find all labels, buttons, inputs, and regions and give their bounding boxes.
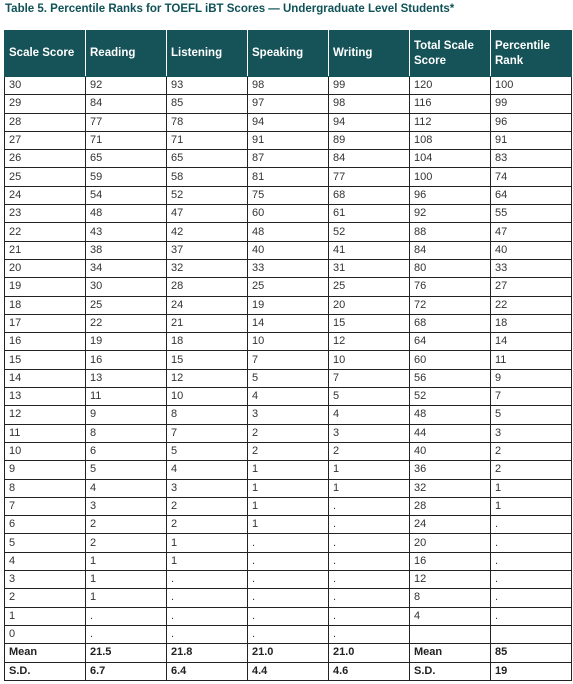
cell-reading: 8 [86,424,167,442]
cell-scale-score: 30 [5,77,86,95]
cell-percentile-rank: . [491,589,572,607]
cell-reading: 5 [86,461,167,479]
cell-total-scale-score: 20 [410,534,491,552]
cell-speaking: 5 [248,369,329,387]
cell-speaking: 3 [248,406,329,424]
cell-total-scale-score: 24 [410,516,491,534]
cell-total-scale-score: 16 [410,552,491,570]
cell-scale-score: 7 [5,497,86,515]
stat-cell-speaking: 21.0 [248,644,329,662]
cell-writing: 3 [329,424,410,442]
table-row [5,333,572,351]
cell-percentile-rank: 2 [491,442,572,460]
cell-writing: 25 [329,278,410,296]
cell-scale-score: 19 [5,278,86,296]
cell-scale-score: 24 [5,186,86,204]
cell-scale-score: 13 [5,388,86,406]
cell-speaking: 97 [248,95,329,113]
table-row [5,278,572,296]
cell-scale-score: 25 [5,168,86,186]
cell-percentile-rank: 18 [491,314,572,332]
cell-writing: 77 [329,168,410,186]
cell-listening: 78 [167,113,248,131]
cell-speaking: 2 [248,424,329,442]
cell-reading: 22 [86,314,167,332]
header-row [5,31,572,77]
table-row [5,552,572,570]
cell-listening: 71 [167,131,248,149]
cell-reading: 3 [86,497,167,515]
cell-writing: . [329,625,410,643]
cell-speaking: 60 [248,205,329,223]
cell-total-scale-score: 92 [410,205,491,223]
cell-reading: 71 [86,131,167,149]
stat-cell-percentile-rank: 19 [491,662,572,680]
cell-total-scale-score: 116 [410,95,491,113]
cell-percentile-rank: 47 [491,223,572,241]
cell-speaking: . [248,534,329,552]
cell-scale-score: 21 [5,241,86,259]
cell-scale-score: 3 [5,571,86,589]
cell-scale-score: 29 [5,95,86,113]
table-row [5,534,572,552]
cell-listening: 21 [167,314,248,332]
cell-percentile-rank: . [491,607,572,625]
header-scale-score: Scale Score [5,31,86,77]
cell-percentile-rank: 7 [491,388,572,406]
cell-writing: 52 [329,223,410,241]
cell-total-scale-score: 12 [410,571,491,589]
table-row [5,259,572,277]
cell-speaking: 10 [248,333,329,351]
table-row [5,497,572,515]
stat-cell-reading: 6.7 [86,662,167,680]
table-row [5,223,572,241]
cell-reading: 19 [86,333,167,351]
cell-writing: 7 [329,369,410,387]
cell-speaking: 91 [248,131,329,149]
cell-listening: 47 [167,205,248,223]
cell-percentile-rank: 33 [491,259,572,277]
cell-percentile-rank: 83 [491,150,572,168]
cell-total-scale-score: 8 [410,589,491,607]
cell-writing: 4 [329,406,410,424]
cell-listening: 1 [167,552,248,570]
cell-reading: 2 [86,516,167,534]
header-writing: Writing [329,31,410,77]
header-reading: Reading [86,31,167,77]
cell-speaking: 7 [248,351,329,369]
stat-cell-speaking: 4.4 [248,662,329,680]
cell-reading: . [86,625,167,643]
cell-total-scale-score [410,625,491,643]
cell-listening: 28 [167,278,248,296]
cell-reading: 9 [86,406,167,424]
table-row [5,131,572,149]
cell-percentile-rank: 11 [491,351,572,369]
cell-writing: 41 [329,241,410,259]
header-total-scale-score: Total Scale Score [410,31,491,77]
cell-total-scale-score: 68 [410,314,491,332]
cell-total-scale-score: 28 [410,497,491,515]
cell-percentile-rank: 27 [491,278,572,296]
sd-row [5,662,572,680]
cell-speaking: . [248,607,329,625]
table-row [5,607,572,625]
cell-percentile-rank: . [491,516,572,534]
cell-writing: 98 [329,95,410,113]
cell-writing: 94 [329,113,410,131]
cell-reading: 77 [86,113,167,131]
cell-writing: 31 [329,259,410,277]
cell-percentile-rank: 55 [491,205,572,223]
cell-writing: 1 [329,461,410,479]
cell-speaking: 87 [248,150,329,168]
cell-scale-score: 1 [5,607,86,625]
cell-total-scale-score: 76 [410,278,491,296]
cell-writing: 12 [329,333,410,351]
cell-speaking: 1 [248,497,329,515]
cell-speaking: . [248,571,329,589]
cell-scale-score: 6 [5,516,86,534]
cell-percentile-rank: . [491,571,572,589]
cell-percentile-rank: 64 [491,186,572,204]
cell-scale-score: 10 [5,442,86,460]
cell-listening: 10 [167,388,248,406]
cell-reading: 6 [86,442,167,460]
cell-reading: 38 [86,241,167,259]
table-row [5,296,572,314]
cell-total-scale-score: 32 [410,479,491,497]
cell-total-scale-score: 96 [410,186,491,204]
table-row [5,351,572,369]
cell-speaking: 98 [248,77,329,95]
cell-speaking: 1 [248,516,329,534]
cell-percentile-rank: . [491,534,572,552]
stat-cell-listening: 6.4 [167,662,248,680]
cell-listening: . [167,589,248,607]
cell-percentile-rank: 14 [491,333,572,351]
cell-speaking: 1 [248,461,329,479]
cell-speaking: 14 [248,314,329,332]
cell-scale-score: 22 [5,223,86,241]
cell-scale-score: 2 [5,589,86,607]
cell-speaking: 2 [248,442,329,460]
cell-writing: . [329,534,410,552]
cell-writing: . [329,607,410,625]
table-row [5,516,572,534]
cell-scale-score: 0 [5,625,86,643]
cell-reading: 25 [86,296,167,314]
cell-scale-score: 28 [5,113,86,131]
stat-cell-scale-score: Mean [5,644,86,662]
table-row [5,186,572,204]
cell-writing: . [329,571,410,589]
cell-writing: 89 [329,131,410,149]
cell-scale-score: 16 [5,333,86,351]
stat-cell-total-scale-score: S.D. [410,662,491,680]
cell-reading: 48 [86,205,167,223]
cell-writing: 1 [329,479,410,497]
mean-row [5,644,572,662]
cell-speaking: 81 [248,168,329,186]
cell-percentile-rank: 2 [491,461,572,479]
stat-cell-writing: 4.6 [329,662,410,680]
cell-percentile-rank: 1 [491,479,572,497]
header-percentile-rank: Percentile Rank [491,31,572,77]
cell-reading: 65 [86,150,167,168]
stat-cell-total-scale-score: Mean [410,644,491,662]
cell-writing: . [329,516,410,534]
cell-writing: 15 [329,314,410,332]
stat-cell-scale-score: S.D. [5,662,86,680]
cell-percentile-rank: 9 [491,369,572,387]
cell-listening: 2 [167,516,248,534]
cell-scale-score: 18 [5,296,86,314]
cell-scale-score: 4 [5,552,86,570]
cell-scale-score: 17 [5,314,86,332]
cell-reading: 43 [86,223,167,241]
cell-speaking: . [248,589,329,607]
cell-total-scale-score: 64 [410,333,491,351]
cell-writing: . [329,497,410,515]
cell-writing: 20 [329,296,410,314]
cell-scale-score: 15 [5,351,86,369]
table-row [5,150,572,168]
cell-total-scale-score: 52 [410,388,491,406]
cell-speaking: 4 [248,388,329,406]
cell-reading: 16 [86,351,167,369]
cell-reading: 92 [86,77,167,95]
cell-listening: . [167,571,248,589]
cell-reading: . [86,607,167,625]
cell-reading: 1 [86,571,167,589]
cell-listening: 7 [167,424,248,442]
table-row [5,424,572,442]
cell-scale-score: 5 [5,534,86,552]
cell-percentile-rank: 96 [491,113,572,131]
cell-listening: 58 [167,168,248,186]
cell-total-scale-score: 44 [410,424,491,442]
cell-listening: 18 [167,333,248,351]
cell-total-scale-score: 104 [410,150,491,168]
cell-reading: 34 [86,259,167,277]
cell-listening: 93 [167,77,248,95]
cell-percentile-rank: . [491,552,572,570]
cell-writing: 99 [329,77,410,95]
cell-scale-score: 9 [5,461,86,479]
cell-percentile-rank: 91 [491,131,572,149]
header-speaking: Speaking [248,31,329,77]
cell-scale-score: 12 [5,406,86,424]
cell-speaking: 33 [248,259,329,277]
cell-total-scale-score: 120 [410,77,491,95]
cell-listening: 1 [167,534,248,552]
cell-writing: . [329,552,410,570]
cell-percentile-rank: 22 [491,296,572,314]
stat-cell-percentile-rank: 85 [491,644,572,662]
cell-total-scale-score: 60 [410,351,491,369]
table-row [5,241,572,259]
table-row [5,406,572,424]
cell-listening: 15 [167,351,248,369]
header-listening: Listening [167,31,248,77]
cell-total-scale-score: 40 [410,442,491,460]
cell-speaking: 48 [248,223,329,241]
cell-percentile-rank: 40 [491,241,572,259]
cell-total-scale-score: 36 [410,461,491,479]
cell-reading: 2 [86,534,167,552]
table-title: Table 5. Percentile Ranks for TOEFL iBT Scores — Undergraduate Level Students* [5,3,455,15]
cell-percentile-rank: 99 [491,95,572,113]
cell-reading: 30 [86,278,167,296]
table-row [5,205,572,223]
table-row [5,571,572,589]
table-row [5,369,572,387]
cell-listening: 5 [167,442,248,460]
table-row [5,388,572,406]
cell-scale-score: 20 [5,259,86,277]
stat-cell-listening: 21.8 [167,644,248,662]
cell-percentile-rank: 5 [491,406,572,424]
cell-reading: 13 [86,369,167,387]
cell-total-scale-score: 112 [410,113,491,131]
cell-total-scale-score: 4 [410,607,491,625]
cell-total-scale-score: 72 [410,296,491,314]
cell-total-scale-score: 56 [410,369,491,387]
cell-writing: 5 [329,388,410,406]
cell-total-scale-score: 108 [410,131,491,149]
cell-scale-score: 11 [5,424,86,442]
cell-speaking: 40 [248,241,329,259]
cell-reading: 1 [86,589,167,607]
cell-reading: 84 [86,95,167,113]
cell-listening: 52 [167,186,248,204]
cell-total-scale-score: 100 [410,168,491,186]
cell-speaking: 19 [248,296,329,314]
percentile-table [4,30,572,681]
cell-reading: 54 [86,186,167,204]
cell-writing: 61 [329,205,410,223]
cell-speaking: . [248,552,329,570]
cell-percentile-rank: 74 [491,168,572,186]
cell-scale-score: 23 [5,205,86,223]
cell-scale-score: 27 [5,131,86,149]
cell-writing: 84 [329,150,410,168]
table-row [5,625,572,643]
cell-listening: 65 [167,150,248,168]
cell-speaking: 75 [248,186,329,204]
cell-listening: 24 [167,296,248,314]
cell-listening: 4 [167,461,248,479]
table-body [5,77,572,681]
cell-listening: 8 [167,406,248,424]
cell-writing: 2 [329,442,410,460]
table-row [5,77,572,95]
table-row [5,442,572,460]
cell-total-scale-score: 80 [410,259,491,277]
table-row [5,113,572,131]
cell-percentile-rank: 1 [491,497,572,515]
cell-writing: 10 [329,351,410,369]
cell-speaking: 25 [248,278,329,296]
table-row [5,95,572,113]
cell-total-scale-score: 88 [410,223,491,241]
table-row [5,314,572,332]
cell-listening: . [167,625,248,643]
cell-speaking: 1 [248,479,329,497]
cell-percentile-rank: 100 [491,77,572,95]
cell-speaking: 94 [248,113,329,131]
cell-total-scale-score: 48 [410,406,491,424]
cell-percentile-rank: 3 [491,424,572,442]
cell-listening: 2 [167,497,248,515]
cell-writing: 68 [329,186,410,204]
cell-listening: 42 [167,223,248,241]
cell-reading: 11 [86,388,167,406]
table-row [5,168,572,186]
cell-scale-score: 26 [5,150,86,168]
cell-reading: 1 [86,552,167,570]
table-row [5,589,572,607]
cell-listening: 12 [167,369,248,387]
cell-scale-score: 8 [5,479,86,497]
cell-listening: 32 [167,259,248,277]
cell-percentile-rank [491,625,572,643]
cell-listening: 85 [167,95,248,113]
cell-reading: 59 [86,168,167,186]
table-row [5,461,572,479]
stat-cell-writing: 21.0 [329,644,410,662]
cell-reading: 4 [86,479,167,497]
stat-cell-reading: 21.5 [86,644,167,662]
table-row [5,479,572,497]
cell-total-scale-score: 84 [410,241,491,259]
cell-writing: . [329,589,410,607]
cell-listening: 37 [167,241,248,259]
cell-speaking: . [248,625,329,643]
cell-listening: . [167,607,248,625]
cell-scale-score: 14 [5,369,86,387]
cell-listening: 3 [167,479,248,497]
